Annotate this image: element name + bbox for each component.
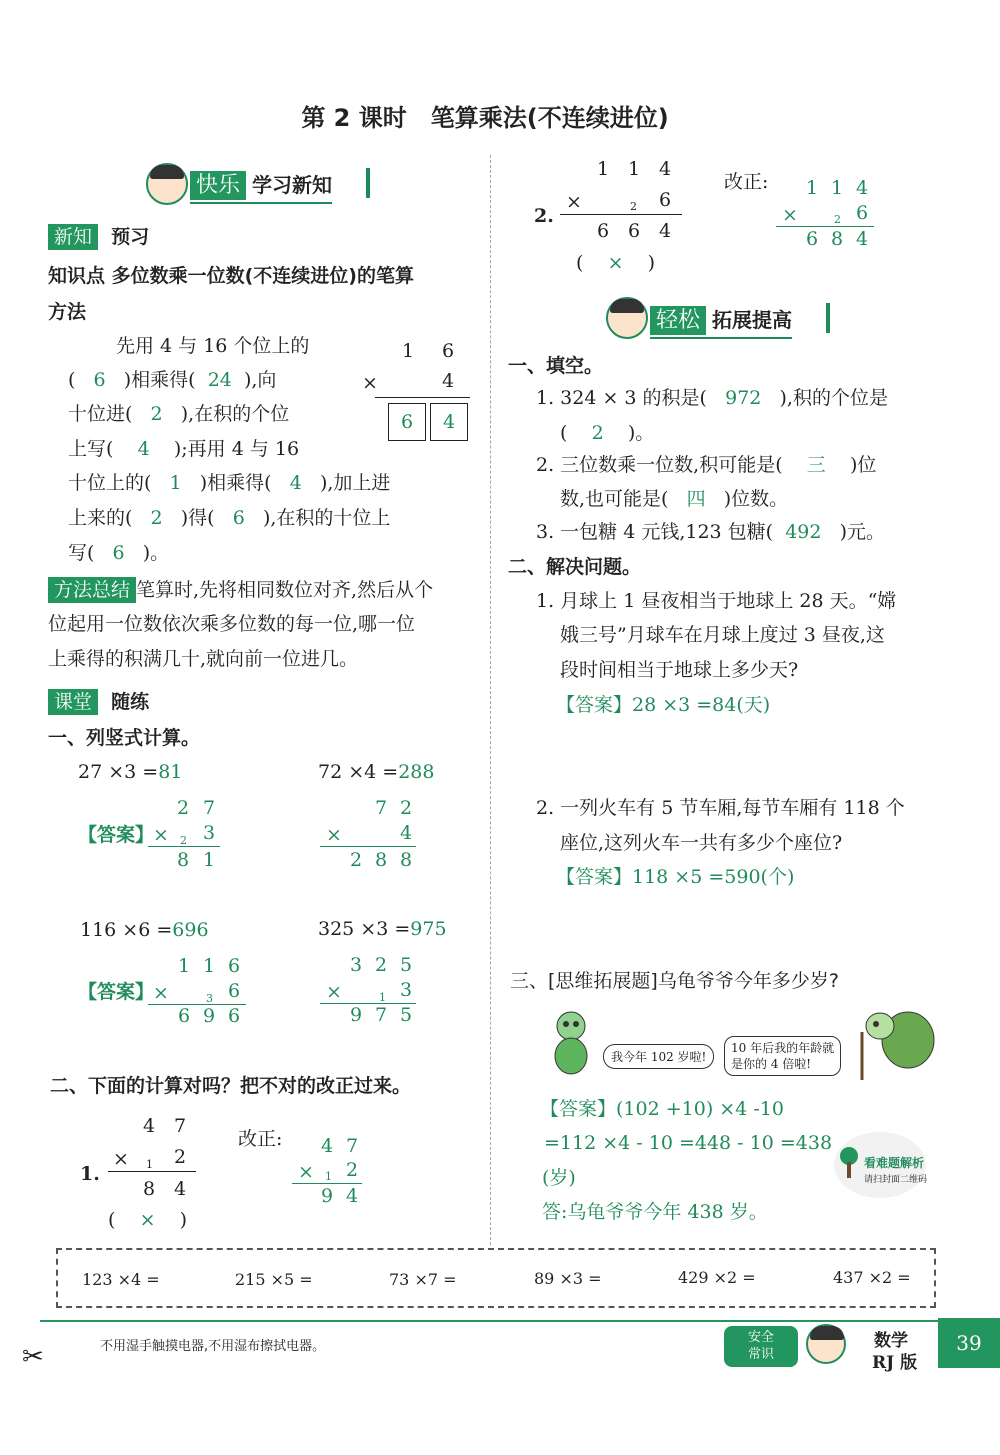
vert-digit: 1 <box>628 158 641 180</box>
vert-digit: 6 <box>178 1005 191 1027</box>
student-avatar-icon <box>146 163 188 205</box>
speech-bubble-2: 10 年后我的年龄就 是你的 4 倍啦! <box>724 1036 841 1076</box>
vert-digit: 4 <box>321 1135 334 1157</box>
vert-digit: 3 <box>203 822 216 844</box>
drill-box <box>56 1248 936 1308</box>
footer-subject: 数学 <box>874 1331 908 1351</box>
thinking-answer-1: 【答案】(102 +10) ×4 -10 <box>540 1098 784 1120</box>
question-1-line-3: 段时间相当于地球上多少天? <box>560 659 799 681</box>
vert-digit: 6 <box>597 220 610 242</box>
preview-tag: 新知 <box>48 224 98 250</box>
vert-digit: 4 <box>442 370 455 392</box>
summary-tag: 方法总结 <box>48 577 136 603</box>
vert-digit: 4 <box>174 1178 187 1200</box>
multiply-sign: × <box>153 982 169 1004</box>
vert-digit: 8 <box>831 228 844 250</box>
vert-digit: 4 <box>400 822 413 844</box>
vert-digit: 8 <box>177 849 190 871</box>
banner-tag: 快乐 <box>190 171 246 200</box>
banner-tag: 轻松 <box>650 306 706 335</box>
carry-digit: 3 <box>206 992 213 1005</box>
result-box: 4 <box>430 403 468 441</box>
banner-text: 拓展提高 <box>712 308 793 332</box>
practice-tag: 课堂 <box>48 689 98 715</box>
calc-line <box>148 846 220 847</box>
question-2-answer: 【答案】118 ×5 =590(个) <box>556 866 795 888</box>
vert-digit: 4 <box>143 1115 156 1137</box>
method-line-5: 十位上的( 1 )相乘得( 4 ),加上进 <box>68 472 391 494</box>
carry-digit: 2 <box>630 200 637 213</box>
vert-digit: 7 <box>174 1115 187 1137</box>
calc-line <box>776 226 874 227</box>
footer-rule <box>40 1320 940 1322</box>
vert-digit: 1 <box>178 955 191 977</box>
vert-digit: 6 <box>442 340 455 362</box>
vert-digit: 6 <box>228 980 241 1002</box>
equation-3: 116 ×6 =696 <box>80 919 209 941</box>
page-title: 第 2 课时 笔算乘法(不连续进位) <box>301 104 669 132</box>
question-2-line-1: 2. 一列火车有 5 节车厢,每节车厢有 118 个 <box>536 797 905 819</box>
vert-digit: 2 <box>375 954 388 976</box>
answer-label: 【答案】 <box>78 824 155 846</box>
calc-line <box>375 397 470 398</box>
vert-digit: 4 <box>346 1185 359 1207</box>
method-line-7: 写( 6 )。 <box>68 542 170 564</box>
problem-number: 1. <box>80 1163 100 1185</box>
learn-banner <box>190 168 332 204</box>
vert-digit: 2 <box>346 1159 359 1181</box>
section-2-heading: 二、下面的计算对吗？把不对的改正过来。 <box>50 1075 412 1097</box>
vert-digit: 7 <box>346 1135 359 1157</box>
footer-tip: 不用湿手触摸电器,不用湿布擦拭电器。 <box>100 1339 326 1354</box>
fill-1-cont: ( 2 )。 <box>560 422 655 444</box>
problem-number: 2. <box>534 205 554 227</box>
preview-label: 预习 <box>111 226 150 248</box>
result-box: 6 <box>388 403 426 441</box>
equation-1: 27 ×3 =81 <box>78 761 183 783</box>
question-1-line-2: 娥三号”月球车在月球上度过 3 昼夜,这 <box>560 624 885 646</box>
answer-blank: 24 <box>207 369 232 391</box>
carry-digit: 1 <box>146 1158 153 1171</box>
vert-digit: 2 <box>177 797 190 819</box>
question-1-answer: 【答案】28 ×3 =84(天) <box>556 694 771 716</box>
judgment-mark: ( × ) <box>576 252 656 274</box>
knowledge-point: 知识点 多位数乘一位数(不连续进位)的笔算 <box>48 265 414 287</box>
multiply-sign: × <box>298 1161 314 1183</box>
column-divider <box>490 155 491 1245</box>
multiply-sign: × <box>782 204 798 226</box>
vert-digit: 7 <box>375 797 388 819</box>
answer-label: 【答案】 <box>78 981 155 1003</box>
vert-digit: 2 <box>174 1146 187 1168</box>
student-avatar-icon <box>806 1324 846 1364</box>
preview-heading <box>48 222 149 249</box>
drill-item: 437 ×2 = <box>833 1268 911 1287</box>
fix-label: 改正: <box>724 171 769 193</box>
vert-digit: 4 <box>856 228 869 250</box>
method-line-4: 上写( 4 );再用 4 与 16 <box>68 438 300 460</box>
vert-digit: 1 <box>203 849 216 871</box>
vert-digit: 3 <box>350 954 363 976</box>
vert-digit: 4 <box>856 177 869 199</box>
multiply-sign: × <box>326 824 342 846</box>
question-2-line-2: 座位,这列火车一共有多少个座位? <box>560 832 843 854</box>
answer-blank: 1 <box>169 472 182 494</box>
calc-line <box>560 214 682 215</box>
tree-icon <box>840 1146 858 1180</box>
method-line-3: 十位进( 2 ),在积的个位 <box>68 403 290 425</box>
banner-bar <box>366 168 370 198</box>
fill-1: 1. 324 × 3 的积是( 972 ),积的个位是 <box>536 387 888 409</box>
thinking-answer-4: 答:乌龟爷爷今年 438 岁。 <box>542 1201 768 1223</box>
summary-line-3: 上乘得的积满几十,就向前一位进几。 <box>48 648 359 670</box>
multiply-sign: × <box>326 981 342 1003</box>
judgment-mark: ( × ) <box>108 1209 188 1231</box>
answer-blank: 4 <box>289 472 302 494</box>
vert-digit: 2 <box>350 849 363 871</box>
vert-digit: 1 <box>402 340 415 362</box>
vert-digit: 5 <box>400 1004 413 1026</box>
carry-digit: 2 <box>180 834 187 847</box>
vert-digit: 2 <box>400 797 413 819</box>
student-avatar-icon <box>606 297 648 339</box>
method-line-2: ( 6 )相乘得( 24 ),向 <box>68 369 277 391</box>
vert-digit: 1 <box>597 158 610 180</box>
drill-item: 429 ×2 = <box>678 1268 756 1287</box>
vert-digit: 4 <box>659 158 672 180</box>
vert-digit: 4 <box>659 220 672 242</box>
thinking-answer-2: =112 ×4 - 10 =448 - 10 =438 <box>544 1132 833 1154</box>
summary-line-1: 方法总结 笔算时,先将相同数位对齐,然后从个 <box>48 580 433 601</box>
answer-blank: 6 <box>112 542 125 564</box>
qr-hint-badge <box>834 1132 926 1198</box>
thinking-heading: 三、[思维拓展题]乌龟爷爷今年多少岁? <box>510 970 839 992</box>
carry-digit: 1 <box>325 1170 332 1183</box>
vert-digit: 1 <box>806 177 819 199</box>
answer-blank: 2 <box>150 403 163 425</box>
vert-digit: 3 <box>400 979 413 1001</box>
question-1-line-1: 1. 月球上 1 昼夜相当于地球上 28 天。“嫦 <box>536 590 897 612</box>
vert-digit: 6 <box>228 955 241 977</box>
knowledge-point-cont: 方法 <box>48 301 87 323</box>
practice-label: 随练 <box>111 691 150 713</box>
vert-digit: 1 <box>831 177 844 199</box>
vert-digit: 7 <box>203 797 216 819</box>
vert-digit: 9 <box>203 1005 216 1027</box>
vert-digit: 5 <box>400 954 413 976</box>
multiply-sign: × <box>566 191 582 213</box>
little-turtle-illustration <box>546 1008 596 1078</box>
grandpa-turtle-illustration <box>852 1002 936 1082</box>
safety-badge: 安全 常识 <box>724 1326 798 1367</box>
drill-item: 73 ×7 = <box>389 1270 457 1289</box>
vert-digit: 1 <box>203 955 216 977</box>
solve-heading: 二、解决问题。 <box>508 556 642 578</box>
practice-heading <box>48 687 149 714</box>
qr-hint-title: 看难题解析 <box>864 1156 925 1170</box>
vert-digit: 8 <box>143 1178 156 1200</box>
vert-digit: 9 <box>350 1004 363 1026</box>
calc-line <box>320 846 416 847</box>
footer-edition: RJ 版 <box>872 1353 918 1373</box>
carry-digit: 1 <box>379 991 386 1004</box>
banner-text: 学习新知 <box>252 173 333 197</box>
calc-line <box>108 1171 196 1172</box>
answer-blank: 6 <box>232 507 245 529</box>
vert-digit: 6 <box>659 189 672 211</box>
drill-item: 215 ×5 = <box>235 1270 313 1289</box>
vert-digit: 7 <box>375 1004 388 1026</box>
vert-digit: 6 <box>228 1005 241 1027</box>
banner-bar <box>826 303 830 333</box>
answer-blank: 4 <box>137 438 150 460</box>
vert-digit: 8 <box>400 849 413 871</box>
equation-2: 72 ×4 =288 <box>318 761 435 783</box>
vert-digit: 6 <box>856 202 869 224</box>
qr-hint-subtitle: 请扫封面二维码 <box>864 1175 928 1185</box>
speech-bubble-1: 我今年 102 岁啦! <box>603 1044 714 1069</box>
fill-heading: 一、填空。 <box>508 355 604 377</box>
vert-digit: 6 <box>628 220 641 242</box>
vert-digit: 9 <box>321 1185 334 1207</box>
multiply-sign: × <box>113 1148 129 1170</box>
method-line-1: 先用 4 与 16 个位上的 <box>116 335 310 357</box>
vert-digit: 6 <box>806 228 819 250</box>
scissors-icon: ✂ <box>22 1342 44 1372</box>
method-line-6: 上来的( 2 )得( 6 ),在积的十位上 <box>68 507 391 529</box>
fill-2-cont: 数,也可能是( 四 )位数。 <box>560 488 789 510</box>
drill-item: 123 ×4 = <box>82 1270 160 1289</box>
answer-blank: 6 <box>93 369 106 391</box>
page-number: 39 <box>938 1318 1000 1368</box>
multiply-sign: × <box>362 372 378 394</box>
section-1-heading: 一、列竖式计算。 <box>48 727 201 749</box>
thinking-answer-3: (岁) <box>542 1167 576 1189</box>
fix-label: 改正: <box>238 1128 283 1150</box>
vert-digit: 8 <box>375 849 388 871</box>
fill-3: 3. 一包糖 4 元钱,123 包糖( 492 )元。 <box>536 521 885 543</box>
fill-2: 2. 三位数乘一位数,积可能是( 三 )位 <box>536 454 877 476</box>
summary-line-2: 位起用一位数依次乘多位数的每一位,哪一位 <box>48 613 416 635</box>
drill-item: 89 ×3 = <box>534 1269 602 1288</box>
carry-digit: 2 <box>834 213 841 226</box>
multiply-sign: × <box>153 824 169 846</box>
answer-blank: 2 <box>150 507 163 529</box>
equation-4: 325 ×3 =975 <box>318 918 447 940</box>
extend-banner <box>650 303 792 339</box>
calc-line <box>292 1183 362 1184</box>
